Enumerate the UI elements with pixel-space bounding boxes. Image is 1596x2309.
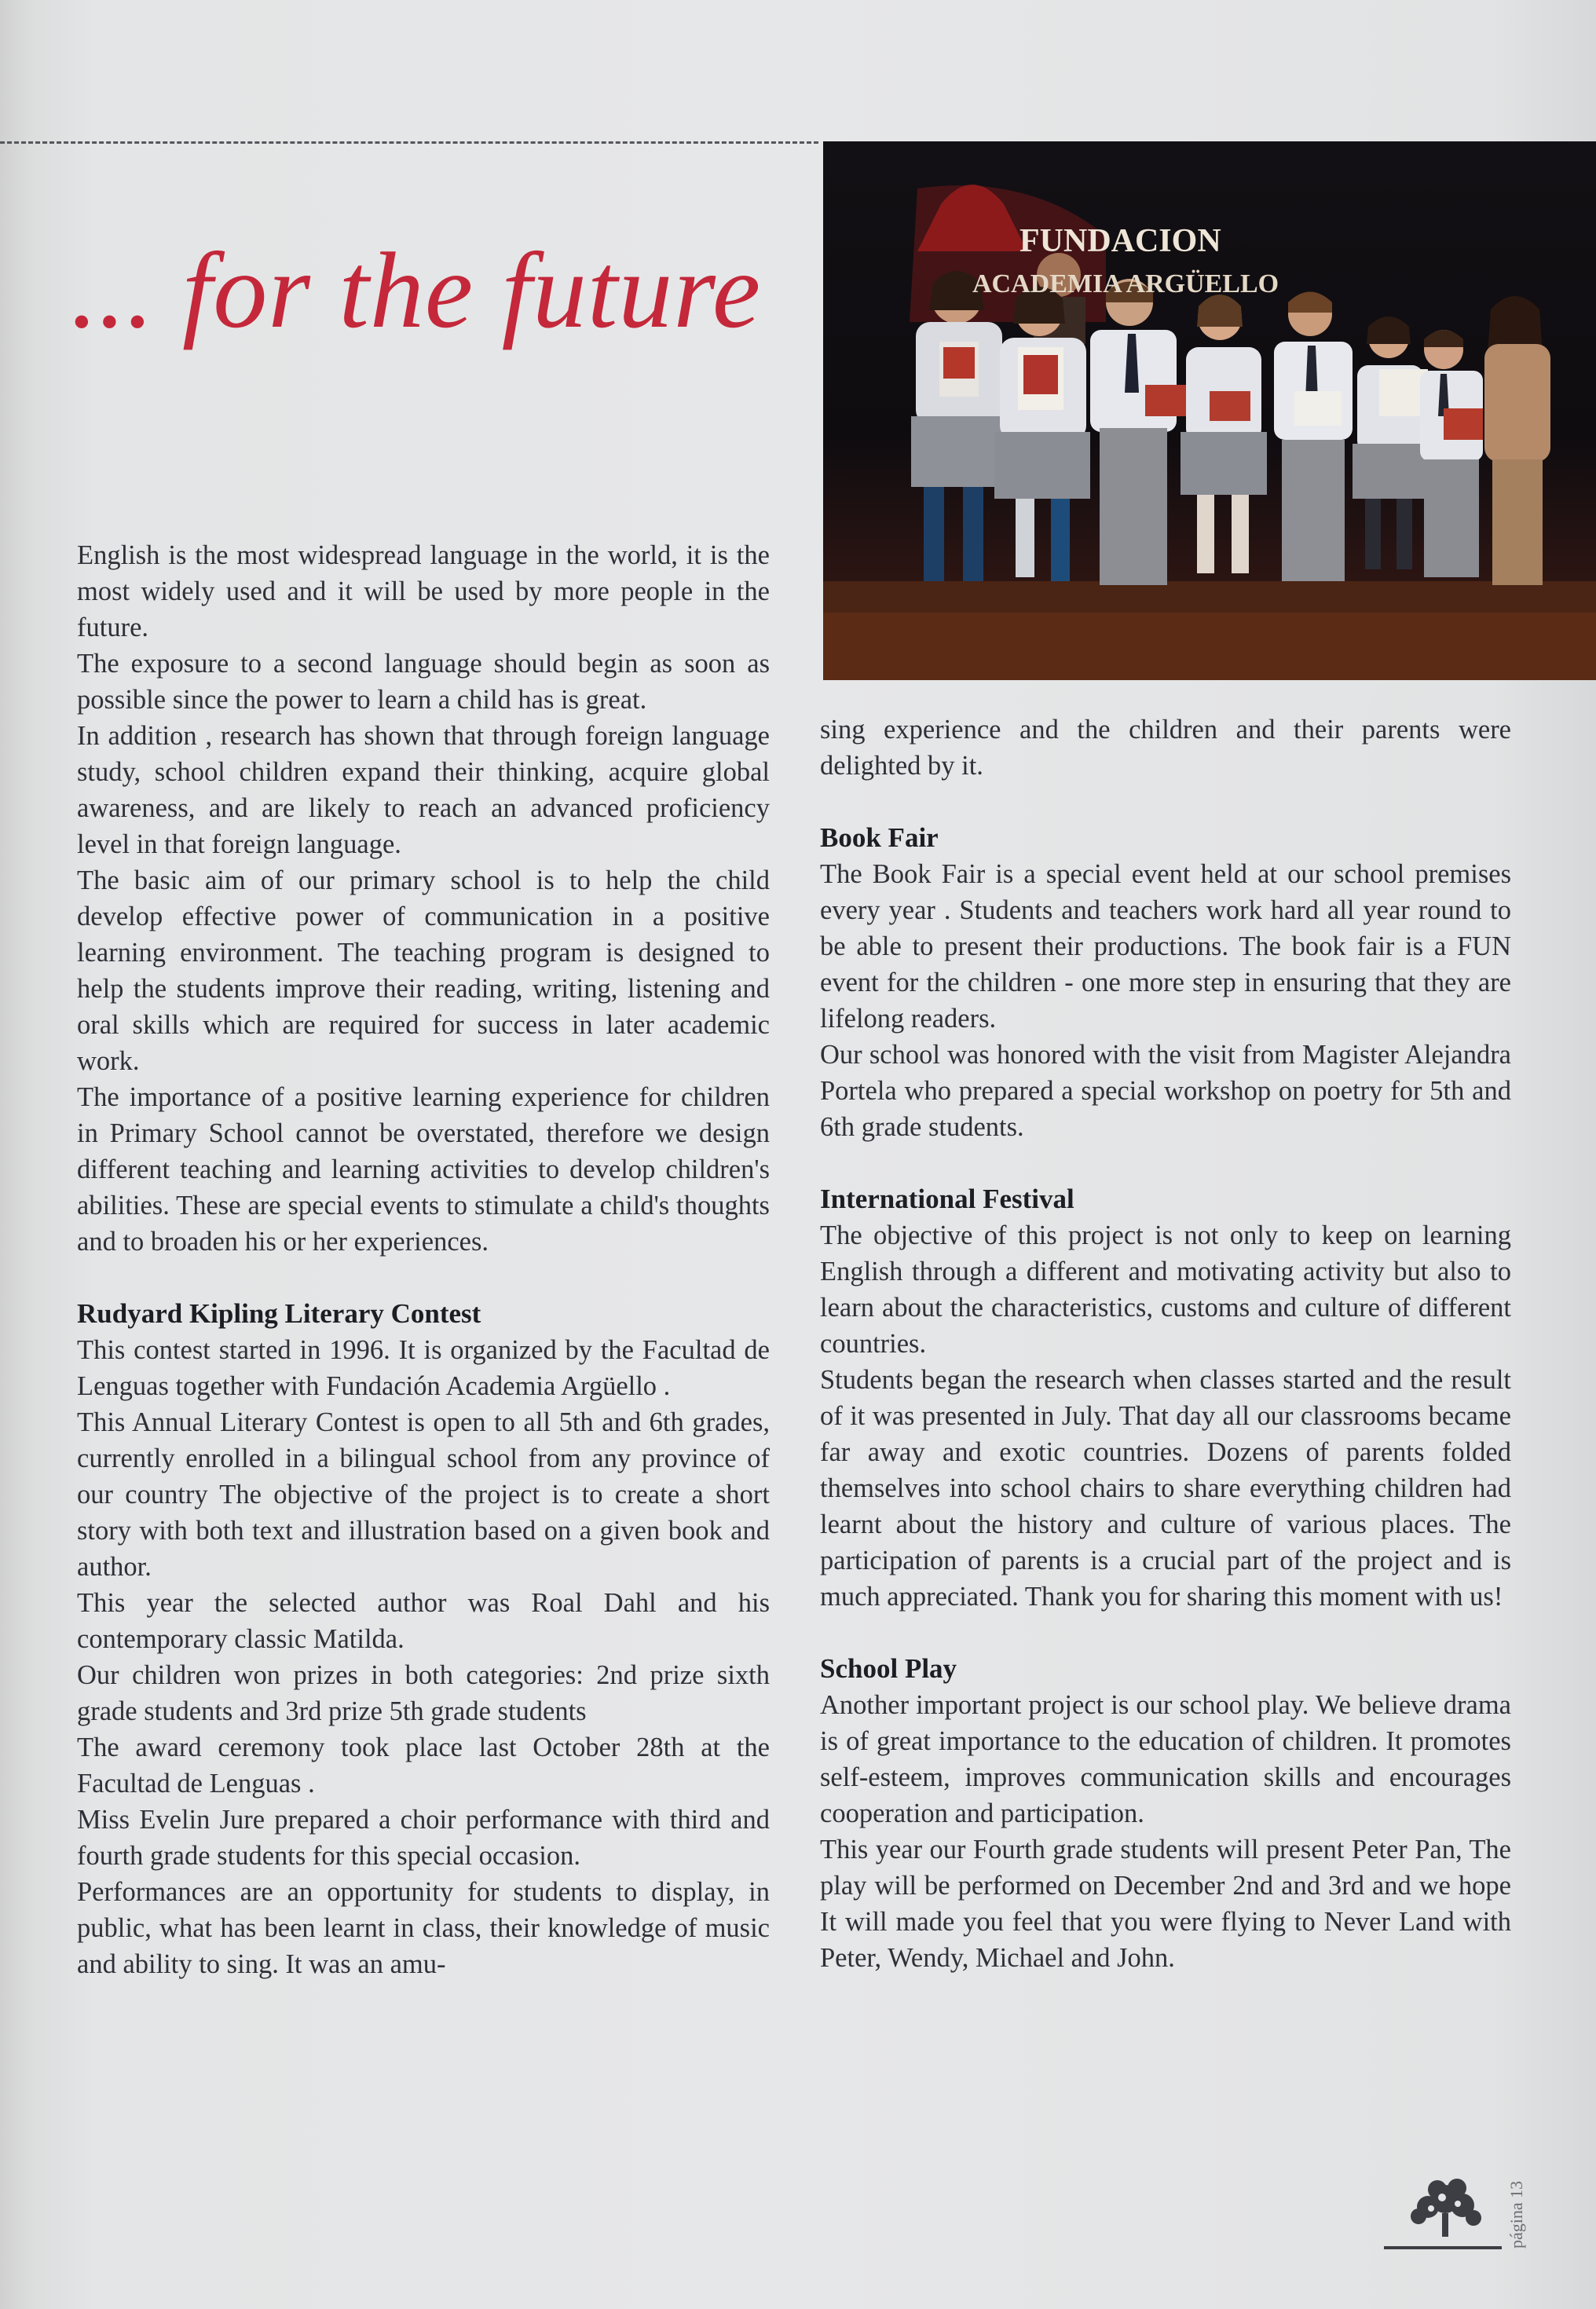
- page-title: ... for the future: [71, 230, 762, 350]
- intro-paragraph-5: The importance of a positive learning experience for children in Primary School cannot be overstated, therefore we design different teaching and learning activities to develop children's abilities. These are special events to stimulate a child's thoughts and to broaden his or her experiences.: [77, 1082, 770, 1257]
- school-play-paragraph-2: This year our Fourth grade students will present Peter Pan, The play will be performed on December 2nd and 3rd and we hope It will made you feel that you were flying to Never Land with Peter, Wendy, Michael and John.: [820, 1835, 1511, 1973]
- tree-logo-icon: [1382, 2152, 1516, 2262]
- festival-heading: International Festival: [820, 1184, 1074, 1214]
- kipling-paragraph-4: Our children won prizes in both categories: 2nd prize sixth grade students and 3rd prize 5th grade students: [77, 1660, 770, 1726]
- kipling-paragraph-5: The award ceremony took place last October 28th at the Facultad de Lenguas .: [77, 1733, 770, 1799]
- photo-illustration: [823, 141, 1596, 680]
- intro-paragraph-4: The basic aim of our primary school is to help the child develop effective power of communication in a positive learning environment. The teaching program is designed to help the students improve their reading, writing, listening and oral skills which are required for success in later academic work.: [77, 865, 770, 1076]
- kipling-heading: Rudyard Kipling Literary Contest: [77, 1298, 481, 1329]
- book-fair-paragraph-2: Our school was honored with the visit from Magister Alejandra Portela who prepared a special workshop on poetry for 5th and 6th grade students.: [820, 1040, 1511, 1142]
- group-photo: [823, 141, 1596, 680]
- book-fair-heading: Book Fair: [820, 822, 939, 853]
- festival-paragraph-1: The objective of this project is not only to keep on learning English through a different and motivating activity but also to learn about the characteristics, customs and culture of different countries.: [820, 1220, 1511, 1359]
- section-gap: [77, 1260, 770, 1296]
- continuation-paragraph: sing experience and the children and their parents were delighted by it.: [820, 715, 1511, 781]
- banner-text-line2: ACADEMIA ARGÜELLO: [972, 269, 1279, 298]
- intro-paragraph-2: The exposure to a second language should begin as soon as possible since the power to learn a child has is great.: [77, 649, 770, 715]
- section-gap: [820, 1615, 1511, 1651]
- kipling-paragraph-2: This Annual Literary Contest is open to all 5th and 6th grades, currently enrolled in a bilingual school from any province of our country The objective of the project is to create a short story with both text and illustration based on a given book and author.: [77, 1407, 770, 1582]
- intro-paragraph-1: English is the most widespread language in the world, it is the most widely used and it will be used by more people in the future.: [77, 540, 770, 642]
- school-play-heading: School Play: [820, 1653, 957, 1684]
- festival-paragraph-2: Students began the research when classes started and the result of it was presented in July. That day all our classrooms became far away and exotic countries. Dozens of parents folded themselves into school chairs to share everything children had learnt about the history and culture of various places. The participation of parents is a crucial part of the project and is much appreciated. Thank you for sharing this moment with us!: [820, 1365, 1511, 1612]
- footer-logo: [1382, 2152, 1516, 2262]
- section-gap: [820, 784, 1511, 820]
- left-column: [77, 537, 770, 1982]
- intro-paragraph-3: In addition , research has shown that through foreign language study, school children expand their thinking, acquire global awareness, and are likely to reach an advanced proficiency level in that foreign language.: [77, 721, 770, 859]
- right-column: [820, 712, 1511, 1976]
- section-gap: [820, 1145, 1511, 1181]
- kipling-paragraph-3: This year the selected author was Roal Dahl and his contemporary classic Matilda.: [77, 1588, 770, 1654]
- banner-text-line1: FUNDACION: [1019, 223, 1221, 259]
- page-number: página 13: [1506, 2180, 1526, 2249]
- kipling-paragraph-6: Miss Evelin Jure prepared a choir performance with third and fourth grade students for this special occasion.: [77, 1805, 770, 1871]
- top-dashed-rule: [0, 141, 818, 144]
- kipling-paragraph-7: Performances are an opportunity for students to display, in public, what has been learnt in class, their knowledge of music and ability to sing. It was an amu-: [77, 1877, 770, 1979]
- school-play-paragraph-1: Another important project is our school play. We believe drama is of great importance to the education of children. It promotes self-esteem, improves communication skills and encourages cooperation and participation.: [820, 1690, 1511, 1828]
- kipling-paragraph-1: This contest started in 1996. It is organized by the Facultad de Lenguas together with Fundación Academia Argüello .: [77, 1335, 770, 1401]
- book-fair-paragraph-1: The Book Fair is a special event held at our school premises every year . Students and teachers work hard all year round to be able to present their productions. The book fair is a FUN event for the children - one more step in ensuring that they are lifelong readers.: [820, 859, 1511, 1034]
